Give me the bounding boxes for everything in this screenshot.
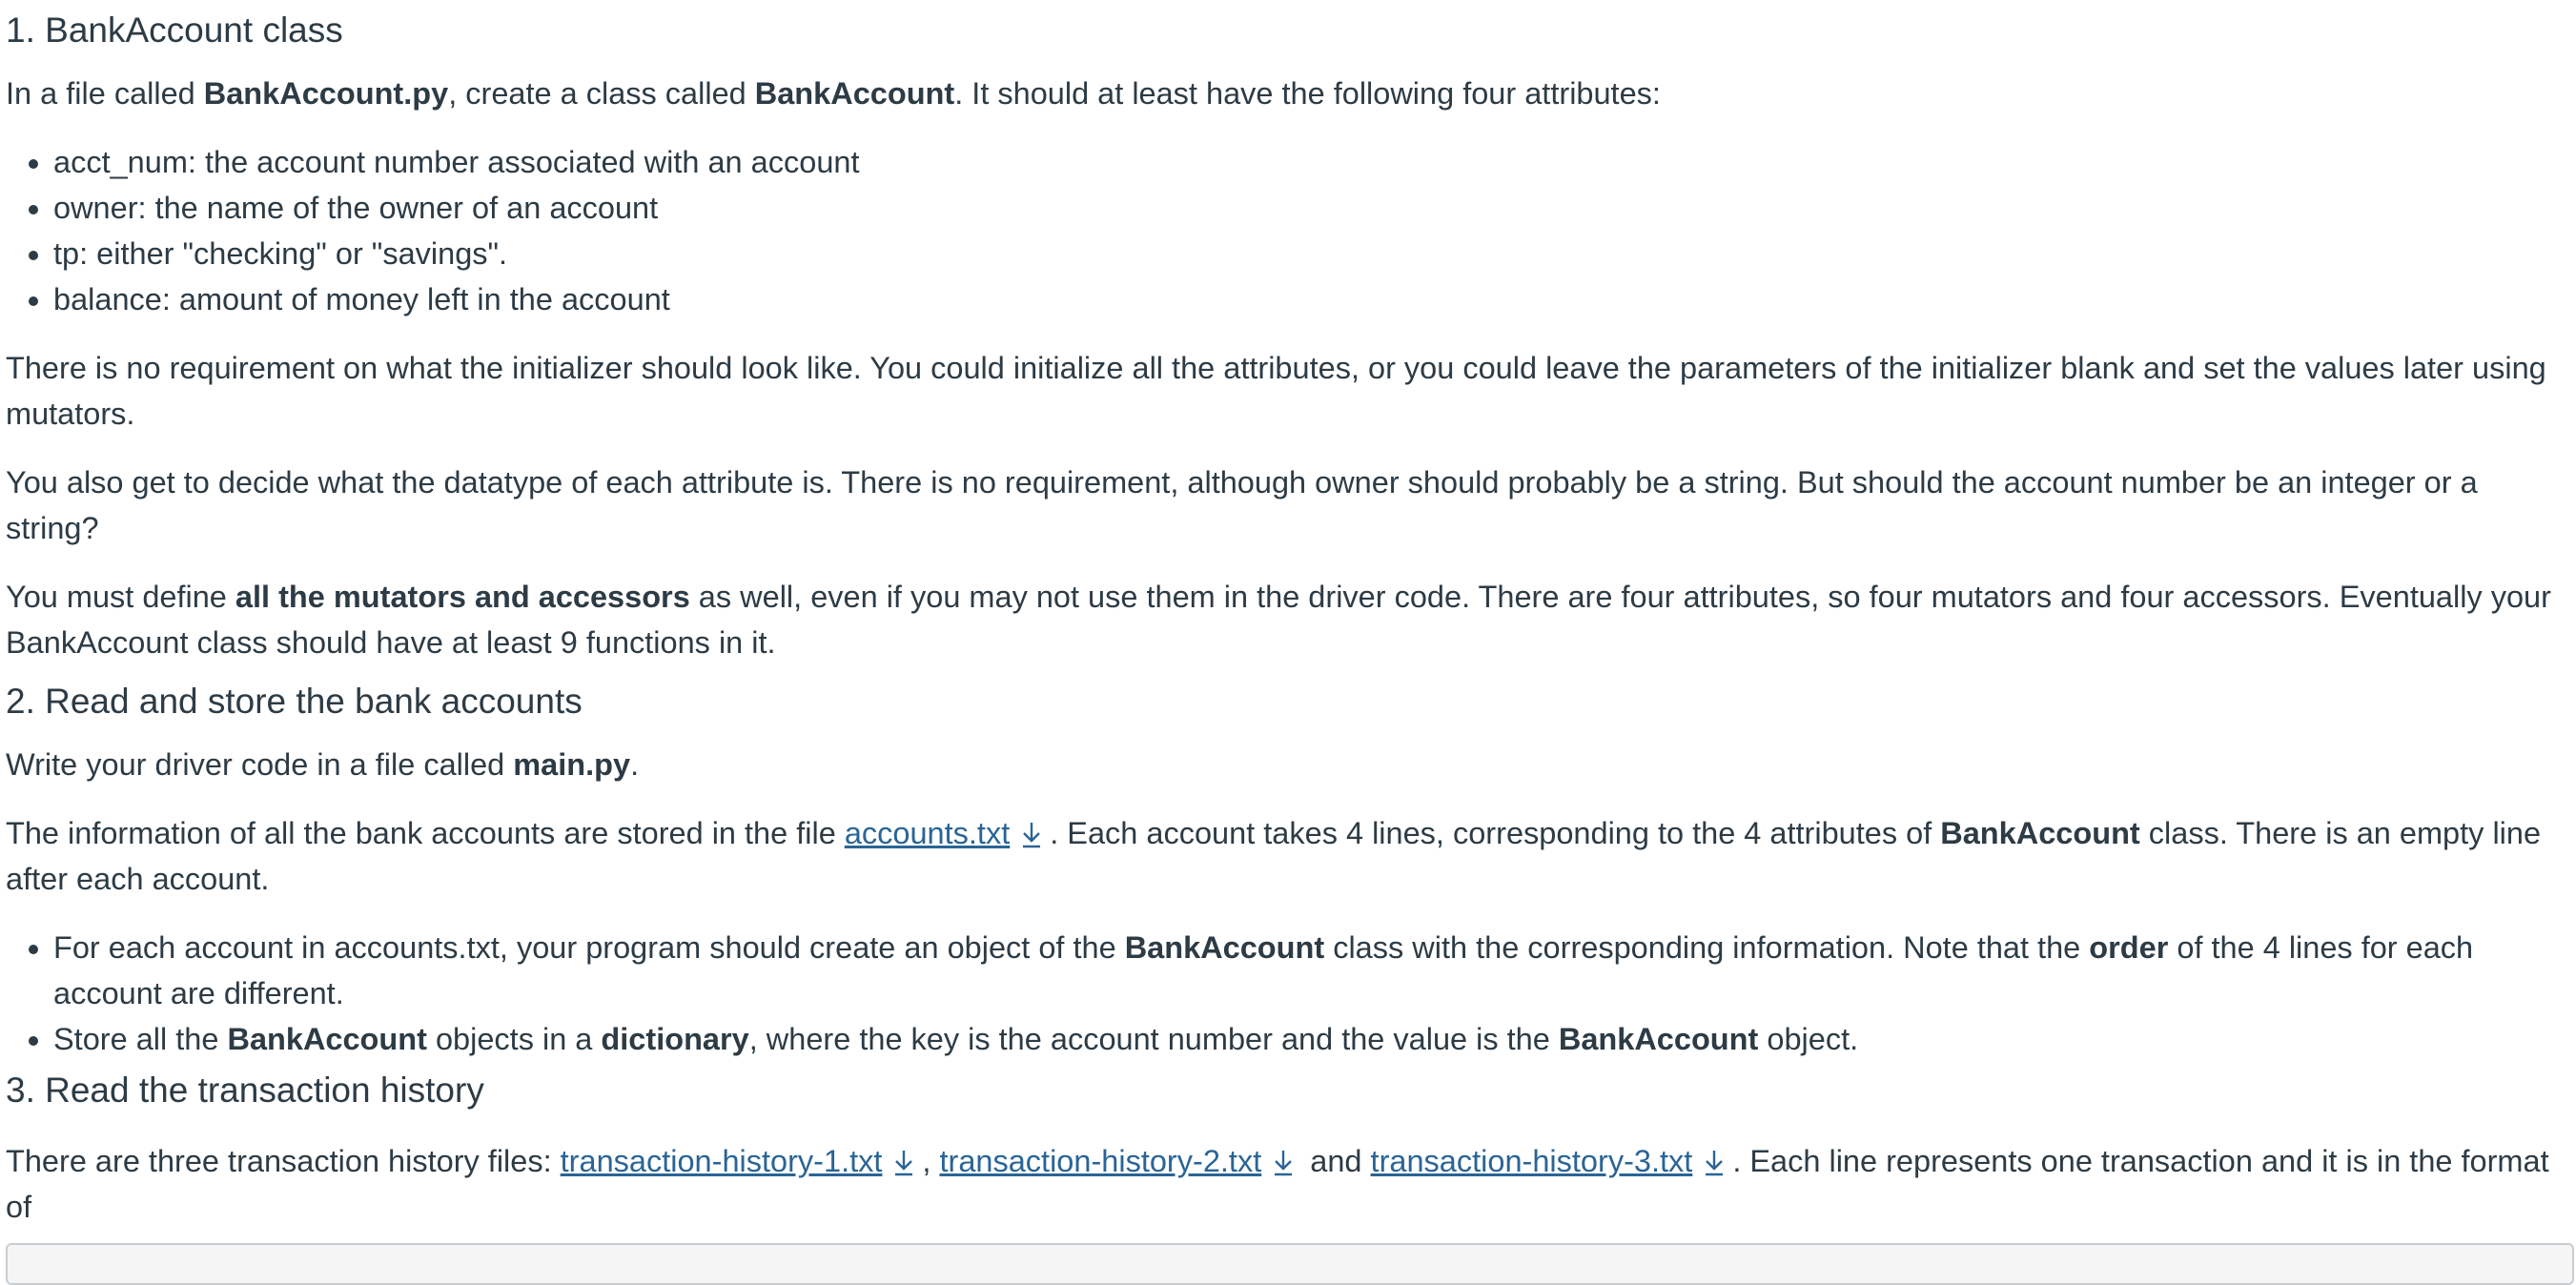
list-item-create-objects: • For each account in accounts.txt, your program should create an object of the BankAccount class with the corresponding information. Note that the order of the 4 lines for each account are different. [53, 925, 2570, 1016]
download-arrow-icon[interactable] [889, 1145, 918, 1177]
download-arrow-icon[interactable] [1017, 817, 1046, 849]
accounts-info-paragraph: The information of all the bank accounts are stored in the file accounts.txt . Each account takes 4 lines, corresponding to the 4 attributes of BankAccount class. There is an empty line after each account. [6, 816, 2542, 896]
download-arrow-icon[interactable] [1700, 1145, 1728, 1177]
datatype-paragraph: You also get to decide what the datatype of each attribute is. There is no requirement, although owner should probably be a string. But should the account number be an integer or a string? [6, 465, 2478, 545]
classname-bankaccount: BankAccount [754, 76, 955, 111]
section-3-heading: 3. Read the transaction history [6, 1071, 484, 1110]
attributes-list [6, 139, 2570, 322]
list-item-tp: • tp: either "checking" or "savings". [53, 231, 2570, 276]
transaction-history-1-link[interactable]: transaction-history-1.txt [560, 1144, 883, 1178]
download-arrow-icon[interactable] [1269, 1145, 1298, 1177]
list-item-acct-num: • acct_num: the account number associated with an account [53, 139, 2570, 185]
transaction-history-3-link[interactable]: transaction-history-3.txt [1370, 1144, 1693, 1178]
filename-bankaccount-py: BankAccount.py [203, 76, 449, 111]
driver-paragraph: Write your driver code in a file called main.py. [6, 747, 640, 782]
list-item-balance: • balance: amount of money left in the account [53, 276, 2570, 322]
mutators-paragraph: You must define all the mutators and accessors as well, even if you may not use them in the driver code. There are four attributes, so four mutators and four accessors. Eventually your BankAccount class should have at least 9 functions in it. [6, 580, 2551, 660]
classname-bankaccount: BankAccount [1940, 816, 2140, 850]
accounts-txt-link[interactable]: accounts.txt [844, 816, 1011, 850]
initializer-paragraph: There is no requirement on what the initializer should look like. You could initialize all the attributes, or you could leave the parameters of the initializer blank and set the values later using mutators. [6, 351, 2546, 431]
list-item-owner: • owner: the name of the owner of an account [53, 185, 2570, 231]
section-1-intro: In a file called BankAccount.py, create a class called BankAccount. It should at least have the following four attributes: [6, 76, 1661, 111]
mutators-accessors-emphasis: all the mutators and accessors [235, 580, 690, 614]
transaction-history-2-link[interactable]: transaction-history-2.txt [939, 1144, 1262, 1178]
section-1-heading: 1. BankAccount class [6, 10, 343, 50]
filename-main-py: main.py [513, 747, 631, 782]
section-2-heading: 2. Read and store the bank accounts [6, 682, 583, 721]
accounts-instructions-list [6, 925, 2570, 1062]
code-block [6, 1243, 2574, 1285]
transaction-files-paragraph: There are three transaction history files: transaction-history-1.txt , transaction-history-2.txt and transaction-history-3.txt . Each line represents one transaction and it is in the format of [6, 1144, 2549, 1224]
assignment-document [6, 0, 2570, 1230]
list-item-store-dictionary: • Store all the BankAccount objects in a dictionary, where the key is the account number and the value is the BankAccount object. [53, 1016, 2570, 1062]
